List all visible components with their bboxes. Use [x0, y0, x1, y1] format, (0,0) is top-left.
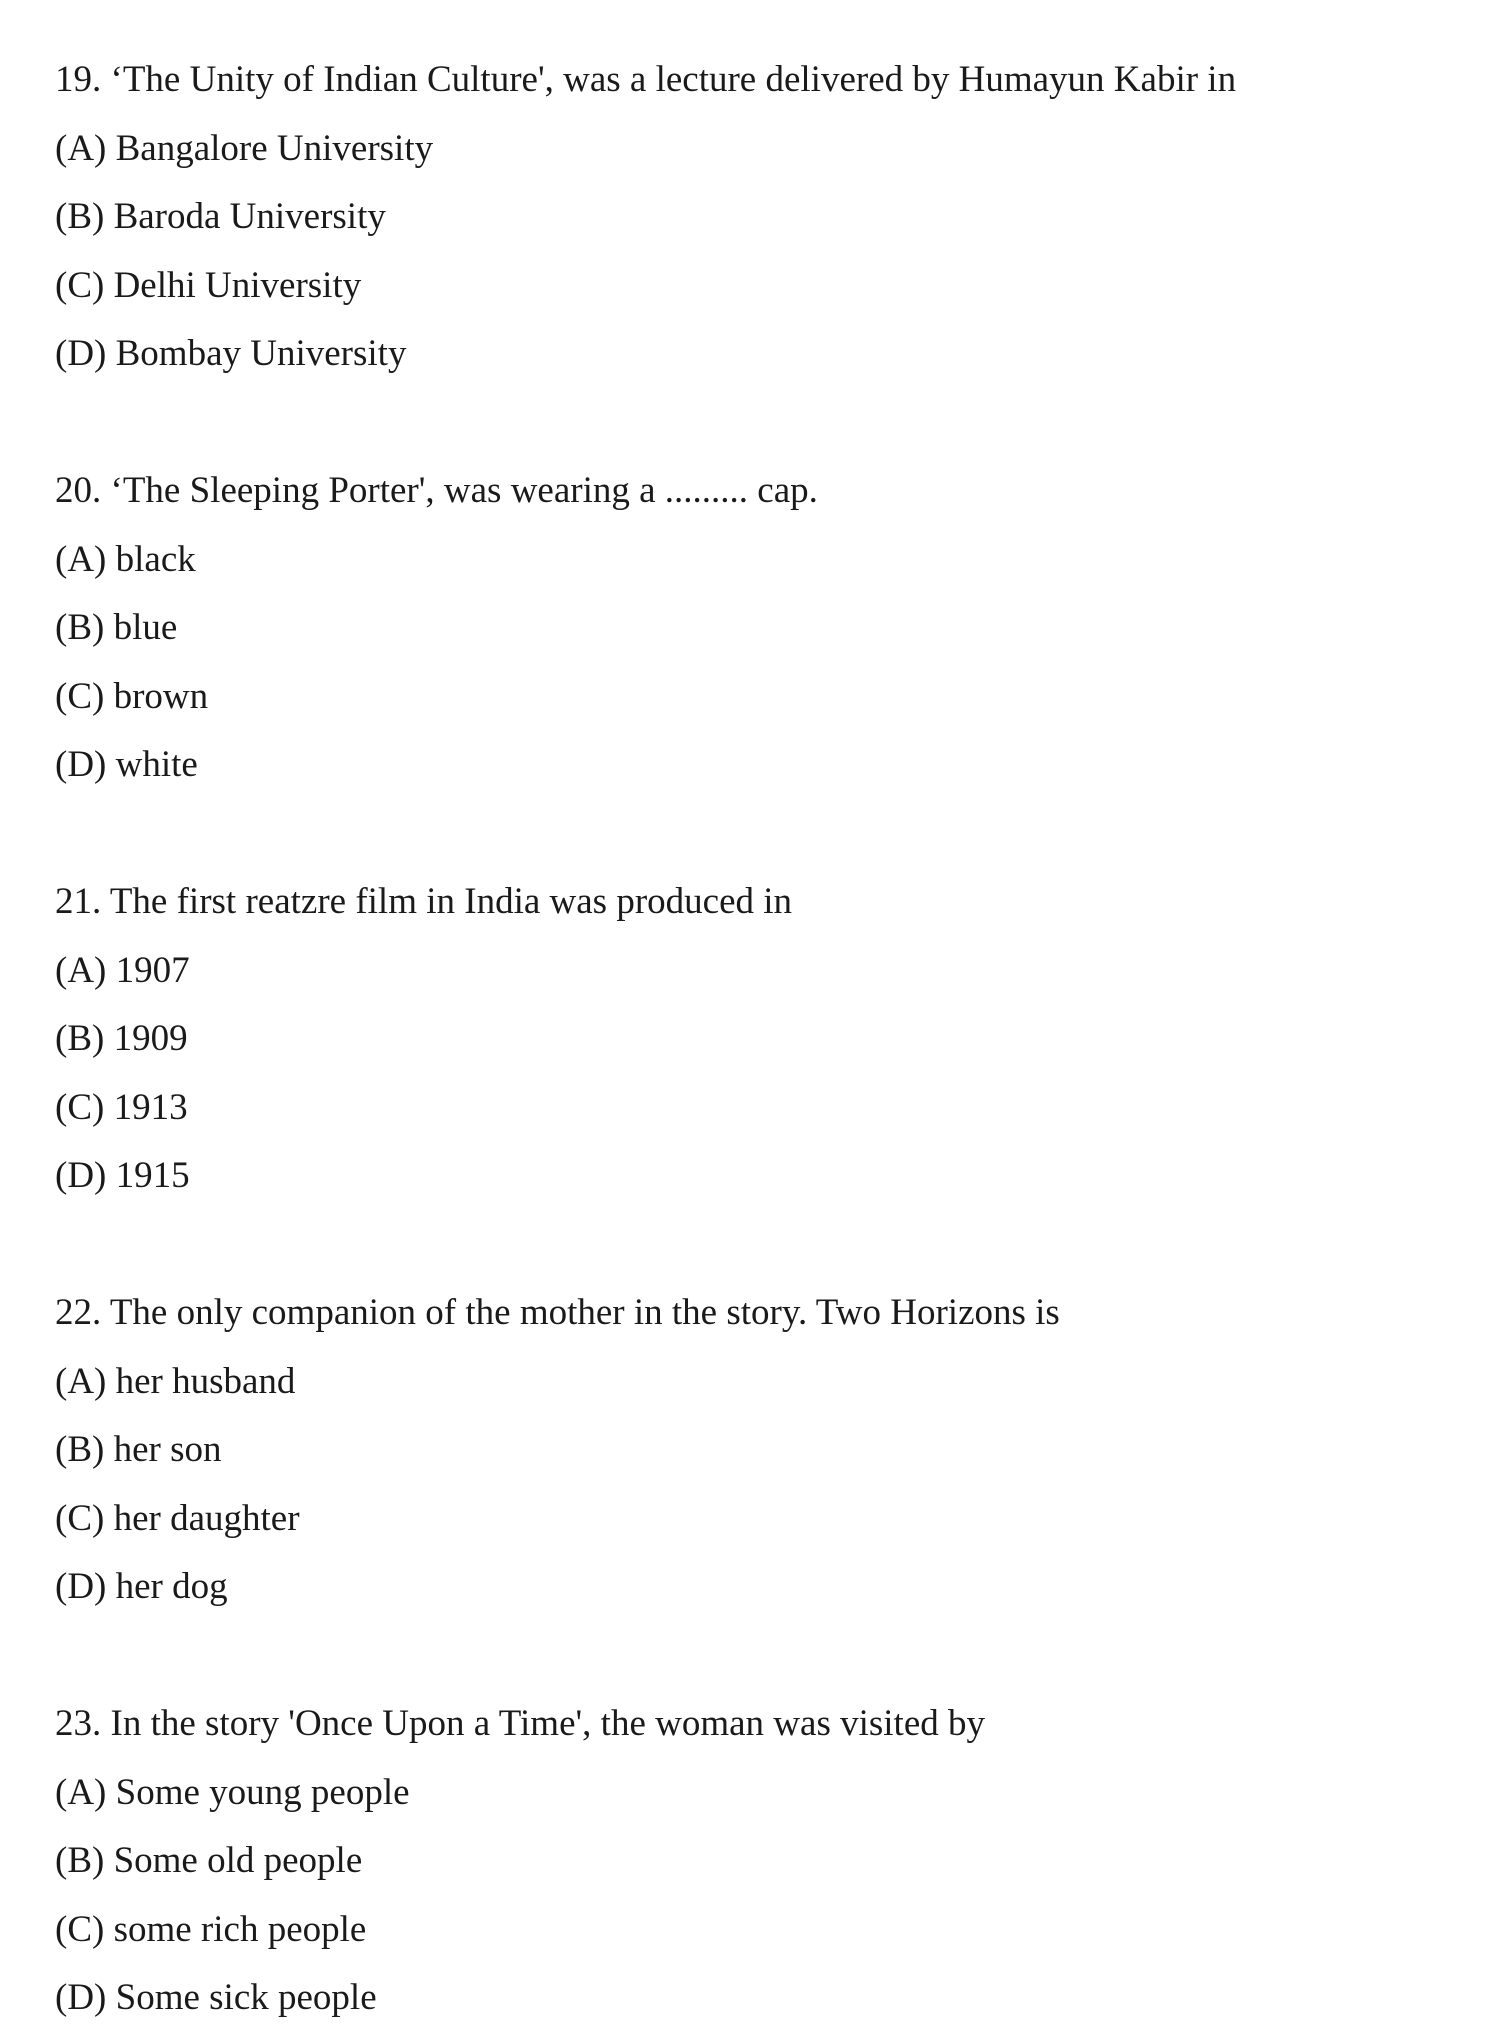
question-text: 22. The only companion of the mother in the story. Two Horizons is — [55, 1292, 1060, 1333]
question-23 — [55, 1690, 1475, 2033]
option-a: (A) Some young people — [55, 1771, 410, 1813]
option-b: (B) blue — [55, 607, 178, 648]
option-c: (C) Delhi University — [55, 264, 362, 306]
question-text: 23. In the story 'Once Upon a Time', the woman was visited by — [55, 1703, 986, 1744]
question-text: 19. ‘The Unity of Indian Culture', was a lecture delivered by Humayun Kabir in — [55, 59, 1237, 100]
option-c: (C) 1913 — [55, 1086, 188, 1128]
option-b: (B) Baroda University — [55, 196, 386, 237]
question-text: 21. The first reatzre film in India was produced in — [55, 881, 793, 922]
option-b: (B) her son — [55, 1429, 222, 1470]
question-22 — [55, 1279, 1475, 1622]
option-b: (B) 1909 — [55, 1018, 188, 1059]
option-c: (C) brown — [55, 675, 209, 717]
option-d: (D) Bombay University — [55, 333, 407, 374]
question-19 — [55, 46, 1475, 389]
option-b: (B) Some old people — [55, 1840, 363, 1881]
option-d: (D) her dog — [55, 1566, 228, 1607]
option-a: (A) black — [55, 538, 196, 580]
option-a: (A) 1907 — [55, 949, 190, 991]
question-text: 20. ‘The Sleeping Porter', was wearing a ......... cap. — [55, 470, 818, 511]
question-21 — [55, 868, 1475, 1211]
option-a: (A) Bangalore University — [55, 127, 434, 169]
question-20 — [55, 457, 1475, 800]
option-d: (D) white — [55, 744, 198, 785]
option-c: (C) her daughter — [55, 1497, 300, 1539]
option-d: (D) 1915 — [55, 1155, 190, 1196]
option-a: (A) her husband — [55, 1360, 296, 1402]
option-c: (C) some rich people — [55, 1908, 367, 1950]
option-d: (D) Some sick people — [55, 1977, 377, 2018]
